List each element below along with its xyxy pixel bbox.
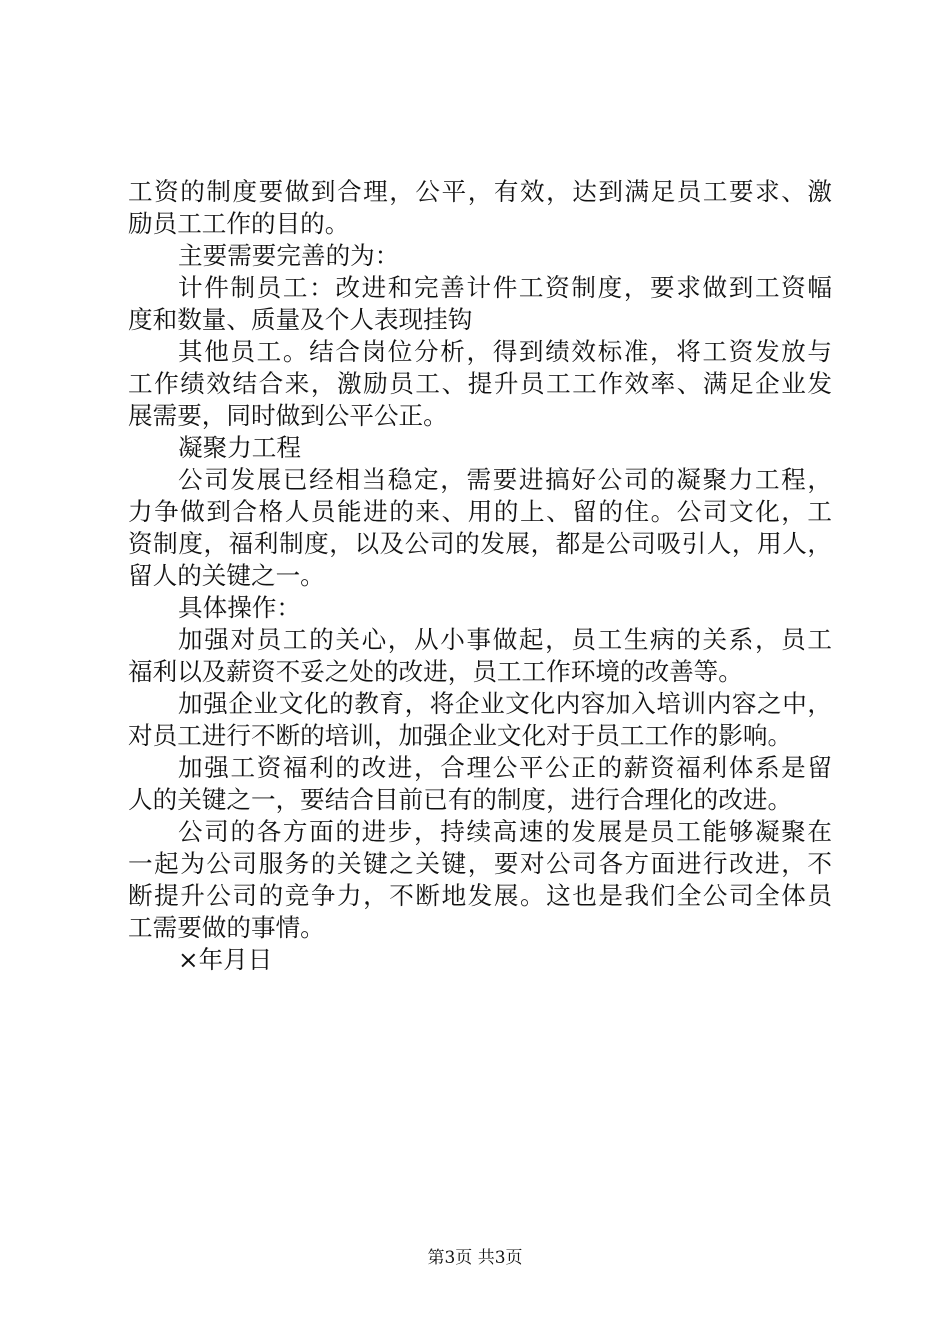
document-body [128, 176, 832, 976]
text-line: 公司的各方面的进步，持续高速的发展是员工能够凝聚在 [178, 817, 832, 846]
date-line: ×年月日 [178, 945, 273, 974]
text-line: 资制度，福利制度，以及公司的发展，都是公司吸引人，用人， [128, 529, 832, 558]
text-line: 力争做到合格人员能进的来、用的上、留的住。公司文化，工 [128, 497, 832, 526]
text-line: 人的关键之一，要结合目前已有的制度，进行合理化的改进。 [128, 785, 793, 814]
text-line: 其他员工。结合岗位分析，得到绩效标准，将工资发放与 [178, 337, 832, 366]
text-line: 励员工工作的目的。 [128, 209, 350, 238]
text-line: 工资的制度要做到合理，公平，有效，达到满足员工要求、激 [128, 177, 832, 206]
text-line: 加强对员工的关心，从小事做起，员工生病的关系，员工 [178, 625, 832, 654]
text-line: 工需要做的事情。 [128, 913, 325, 942]
text-line: 断提升公司的竞争力，不断地发展。这也是我们全公司全体员 [128, 881, 832, 910]
text-line: 一起为公司服务的关键之关键，要对公司各方面进行改进，不 [128, 849, 832, 878]
text-line: 加强企业文化的教育，将企业文化内容加入培训内容之中， [178, 689, 832, 718]
text-line: 度和数量、质量及个人表现挂钩 [128, 305, 473, 334]
text-line: 留人的关键之一。 [128, 561, 325, 590]
text-line: 福利以及薪资不妥之处的改进，员工工作环境的改善等。 [128, 657, 743, 686]
text-line: 工作绩效结合来，激励员工、提升员工工作效率、满足企业发 [128, 369, 832, 398]
text-line: 加强工资福利的改进，合理公平公正的薪资福利体系是留 [178, 753, 832, 782]
section-heading: 凝聚力工程 [178, 433, 301, 462]
page-number-footer: 第3页 共3页 [427, 1248, 523, 1268]
text-line: 对员工进行不断的培训，加强企业文化对于员工工作的影响。 [128, 721, 793, 750]
text-line: 计件制员工：改进和完善计件工资制度，要求做到工资幅 [178, 273, 832, 302]
text-line: 具体操作： [178, 593, 301, 622]
text-line: 主要需要完善的为： [178, 241, 400, 270]
text-line: 公司发展已经相当稳定，需要进搞好公司的凝聚力工程， [178, 465, 832, 494]
text-line: 展需要，同时做到公平公正。 [128, 401, 448, 430]
